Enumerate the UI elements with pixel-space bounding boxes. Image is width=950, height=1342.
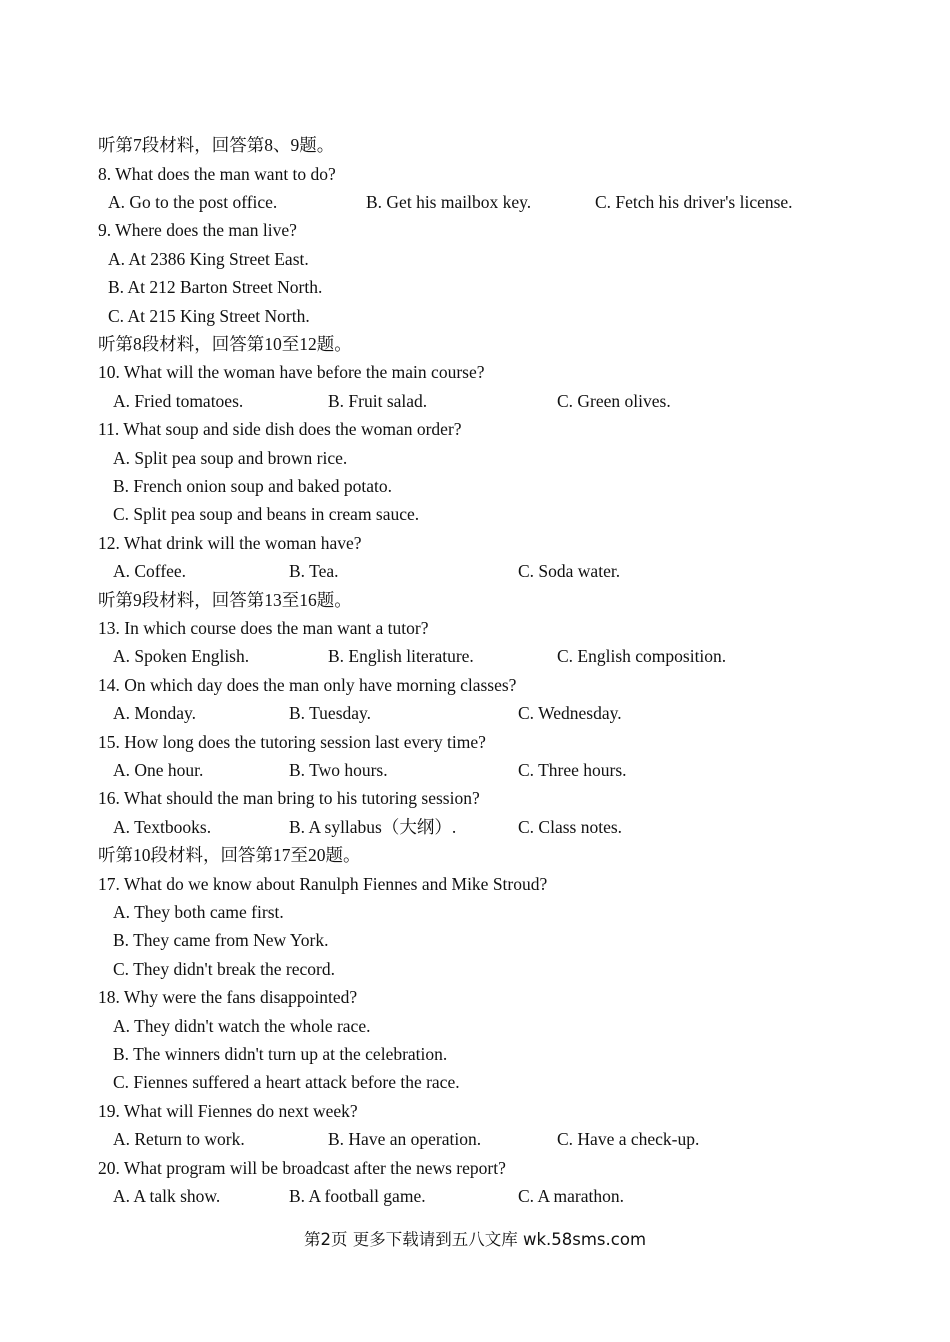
question-stem: 11. What soup and side dish does the woman order? [98,419,462,439]
question-stem: 10. What will the woman have before the main course? [98,362,485,382]
option-b: B. Tuesday. [289,703,372,723]
option-a: A. Go to the post office. [108,192,278,212]
question-stem: 8. What does the man want to do? [98,164,336,184]
question-stem: 9. Where does the man live? [98,220,297,240]
option-a: A. One hour. [113,760,204,780]
question-stem: 20. What program will be broadcast after the news report? [98,1158,506,1178]
option-c: C. Soda water. [518,561,621,581]
question-stem: 15. How long does the tutoring session last every time? [98,732,486,752]
section-heading: 听第9段材料，回答第13至16题。 [98,590,352,610]
option-a: A. Textbooks. [113,817,212,837]
option-b: B. Get his mailbox key. [366,192,532,212]
option-b: B. A syllabus（大纲）. [289,817,457,837]
option-c: C. Have a check-up. [557,1129,700,1149]
option-b: B. At 212 Barton Street North. [108,277,323,297]
option-b: B. Have an operation. [328,1129,482,1149]
question-stem: 13. In which course does the man want a tutor? [98,618,429,638]
option-c: C. Green olives. [557,391,671,411]
option-b: B. Two hours. [289,760,388,780]
option-c: C. English composition. [557,646,727,666]
option-c: C. They didn't break the record. [113,959,335,979]
section-heading: 听第8段材料，回答第10至12题。 [98,334,352,354]
option-c: C. Fiennes suffered a heart attack before the race. [113,1072,460,1092]
option-a: A. They both came first. [113,902,284,922]
option-a: A. At 2386 King Street East. [108,249,309,269]
question-stem: 17. What do we know about Ranulph Fiennes and Mike Stroud? [98,874,548,894]
option-a: A. Return to work. [113,1129,245,1149]
option-b: B. English literature. [328,646,474,666]
question-stem: 19. What will Fiennes do next week? [98,1101,358,1121]
option-a: A. Spoken English. [113,646,250,666]
option-b: B. They came from New York. [113,930,329,950]
question-stem: 18. Why were the fans disappointed? [98,987,358,1007]
question-stem: 16. What should the man bring to his tutoring session? [98,788,480,808]
option-c: C. Split pea soup and beans in cream sauce. [113,504,420,524]
option-a: A. Coffee. [113,561,187,581]
option-c: C. Fetch his driver's license. [595,192,793,212]
option-b: B. Fruit salad. [328,391,428,411]
page-footer: 第2页 更多下载请到五八文库 wk.58sms.com [303,1230,647,1249]
option-b: B. Tea. [289,561,339,581]
option-a: A. A talk show. [113,1186,221,1206]
option-a: A. Monday. [113,703,196,723]
option-c: C. Three hours. [518,760,627,780]
option-c: C. Class notes. [518,817,623,837]
option-a: A. They didn't watch the whole race. [113,1016,371,1036]
option-c: C. Wednesday. [518,703,622,723]
option-a: A. Fried tomatoes. [113,391,244,411]
option-b: B. A football game. [289,1186,426,1206]
option-b: B. French onion soup and baked potato. [113,476,392,496]
section-heading: 听第10段材料，回答第17至20题。 [98,845,361,865]
question-stem: 12. What drink will the woman have? [98,533,362,553]
option-c: C. At 215 King Street North. [108,306,310,326]
question-stem: 14. On which day does the man only have morning classes? [98,675,517,695]
option-a: A. Split pea soup and brown rice. [113,448,348,468]
option-b: B. The winners didn't turn up at the celebration. [113,1044,448,1064]
option-c: C. A marathon. [518,1186,624,1206]
section-heading: 听第7段材料，回答第8、9题。 [98,135,335,155]
